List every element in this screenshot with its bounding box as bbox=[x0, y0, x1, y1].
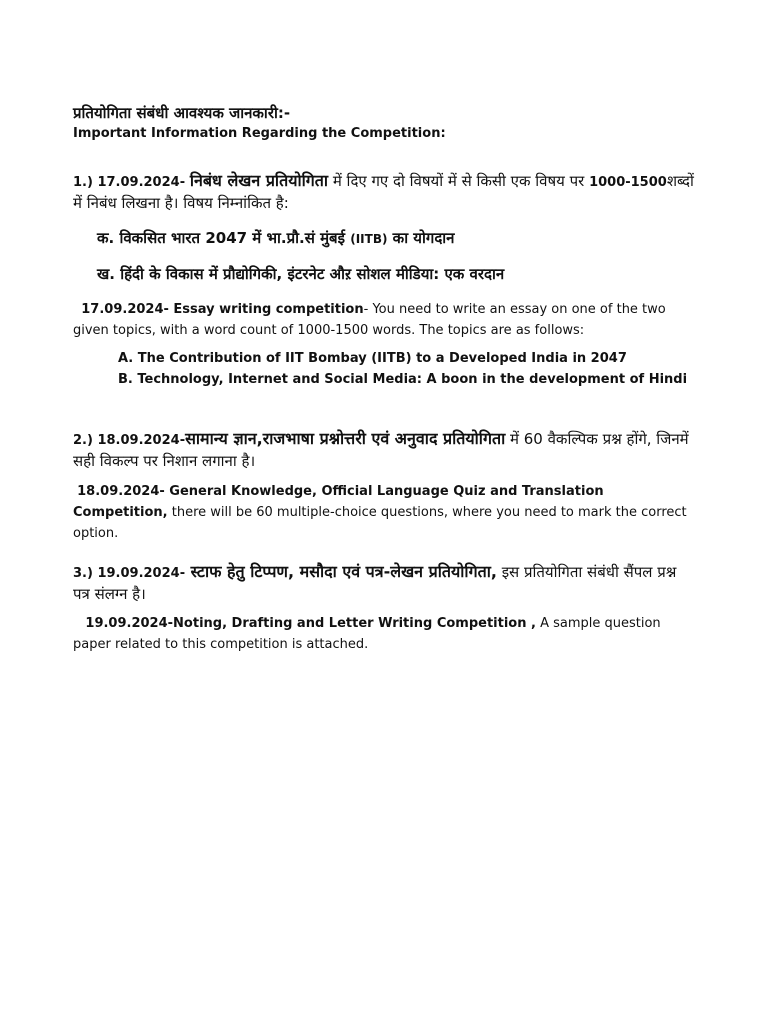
item-1-topic-a-hindi-post: का योगदान bbox=[387, 229, 455, 247]
item-2-hindi bbox=[73, 429, 695, 471]
heading-english: Important Information Regarding the Competition: bbox=[73, 126, 446, 141]
item-2-number: 2.) 18.09.2024- bbox=[73, 433, 186, 448]
heading-hindi: प्रतियोगिता संबंधी आवश्यक जानकारी:- bbox=[73, 104, 291, 122]
item-1-topic-a-hindi bbox=[97, 228, 697, 249]
item-2-english-bold: 18.09.2024- General Knowledge, Official Language Quiz and Translation Competition, bbox=[73, 484, 604, 520]
item-3-title-hindi: स्टाफ हेतु टिप्पण, मसौदा एवं पत्र-लेखन प्रतियोगिता, bbox=[185, 562, 497, 581]
item-2-text-hindi: में 60 वैकल्पिक प्रश्न होंगे, जिनमें सही विकल्प पर निशान लगाना है। bbox=[73, 430, 689, 470]
item-3-english-text: A sample question paper related to this competition is attached. bbox=[73, 616, 661, 652]
item-3-hindi bbox=[73, 562, 695, 604]
item-3-english bbox=[73, 613, 695, 655]
item-2-english-text: there will be 60 multiple-choice questions, where you need to mark the correct option. bbox=[73, 505, 687, 541]
item-1-hindi bbox=[73, 171, 695, 213]
item-1-topic-a-english: A. The Contribution of IIT Bombay (IITB) to a Developed India in 2047 bbox=[118, 351, 627, 366]
item-1-topic-a-hindi-pre: क. विकसित भारत 2047 में भा.प्रौ.सं मुंबई bbox=[97, 229, 351, 247]
item-1-english-text: - You need to write an essay on one of the two given topics, with a word count of 1000-1500 words. The topics are as follows: bbox=[73, 302, 666, 338]
item-1-topic-a-hindi-tag: (IITB) bbox=[350, 232, 388, 246]
item-1-title-hindi: निबंध लेखन प्रतियोगिता bbox=[189, 171, 329, 190]
item-2-english bbox=[73, 481, 695, 544]
item-1-topic-b-english: B. Technology, Internet and Social Media: A boon in the development of Hindi bbox=[118, 372, 688, 387]
item-3-number: 3.) 19.09.2024- bbox=[73, 566, 186, 581]
item-1-english-bold: 17.09.2024- Essay writing competition bbox=[81, 302, 364, 317]
item-2-title-hindi: सामान्य ज्ञान,राजभाषा प्रश्नोत्तरी एवं अनुवाद प्रतियोगिता bbox=[185, 429, 506, 448]
item-1-word-range: 1000-1500 bbox=[589, 175, 667, 190]
item-1-text-hindi-a: में दिए गए दो विषयों में से किसी एक विषय पर bbox=[328, 172, 590, 190]
item-3-english-bold: 19.09.2024-Noting, Drafting and Letter Writing Competition , bbox=[85, 616, 536, 631]
item-1-number: 1.) 17.09.2024- bbox=[73, 175, 186, 190]
item-1-english bbox=[73, 299, 695, 341]
item-3-text-hindi: इस प्रतियोगिता संबंधी सैंपल प्रश्न पत्र संलग्न है। bbox=[73, 563, 677, 603]
item-1-text-hindi-b: शब्दों में निबंध लिखना है। विषय निम्नांकित है: bbox=[73, 172, 694, 212]
item-1-topic-b-hindi: ख. हिंदी के विकास में प्रौद्योगिकी, इंटरनेट औऱ सोशल मीडिया: एक वरदान bbox=[97, 265, 505, 283]
